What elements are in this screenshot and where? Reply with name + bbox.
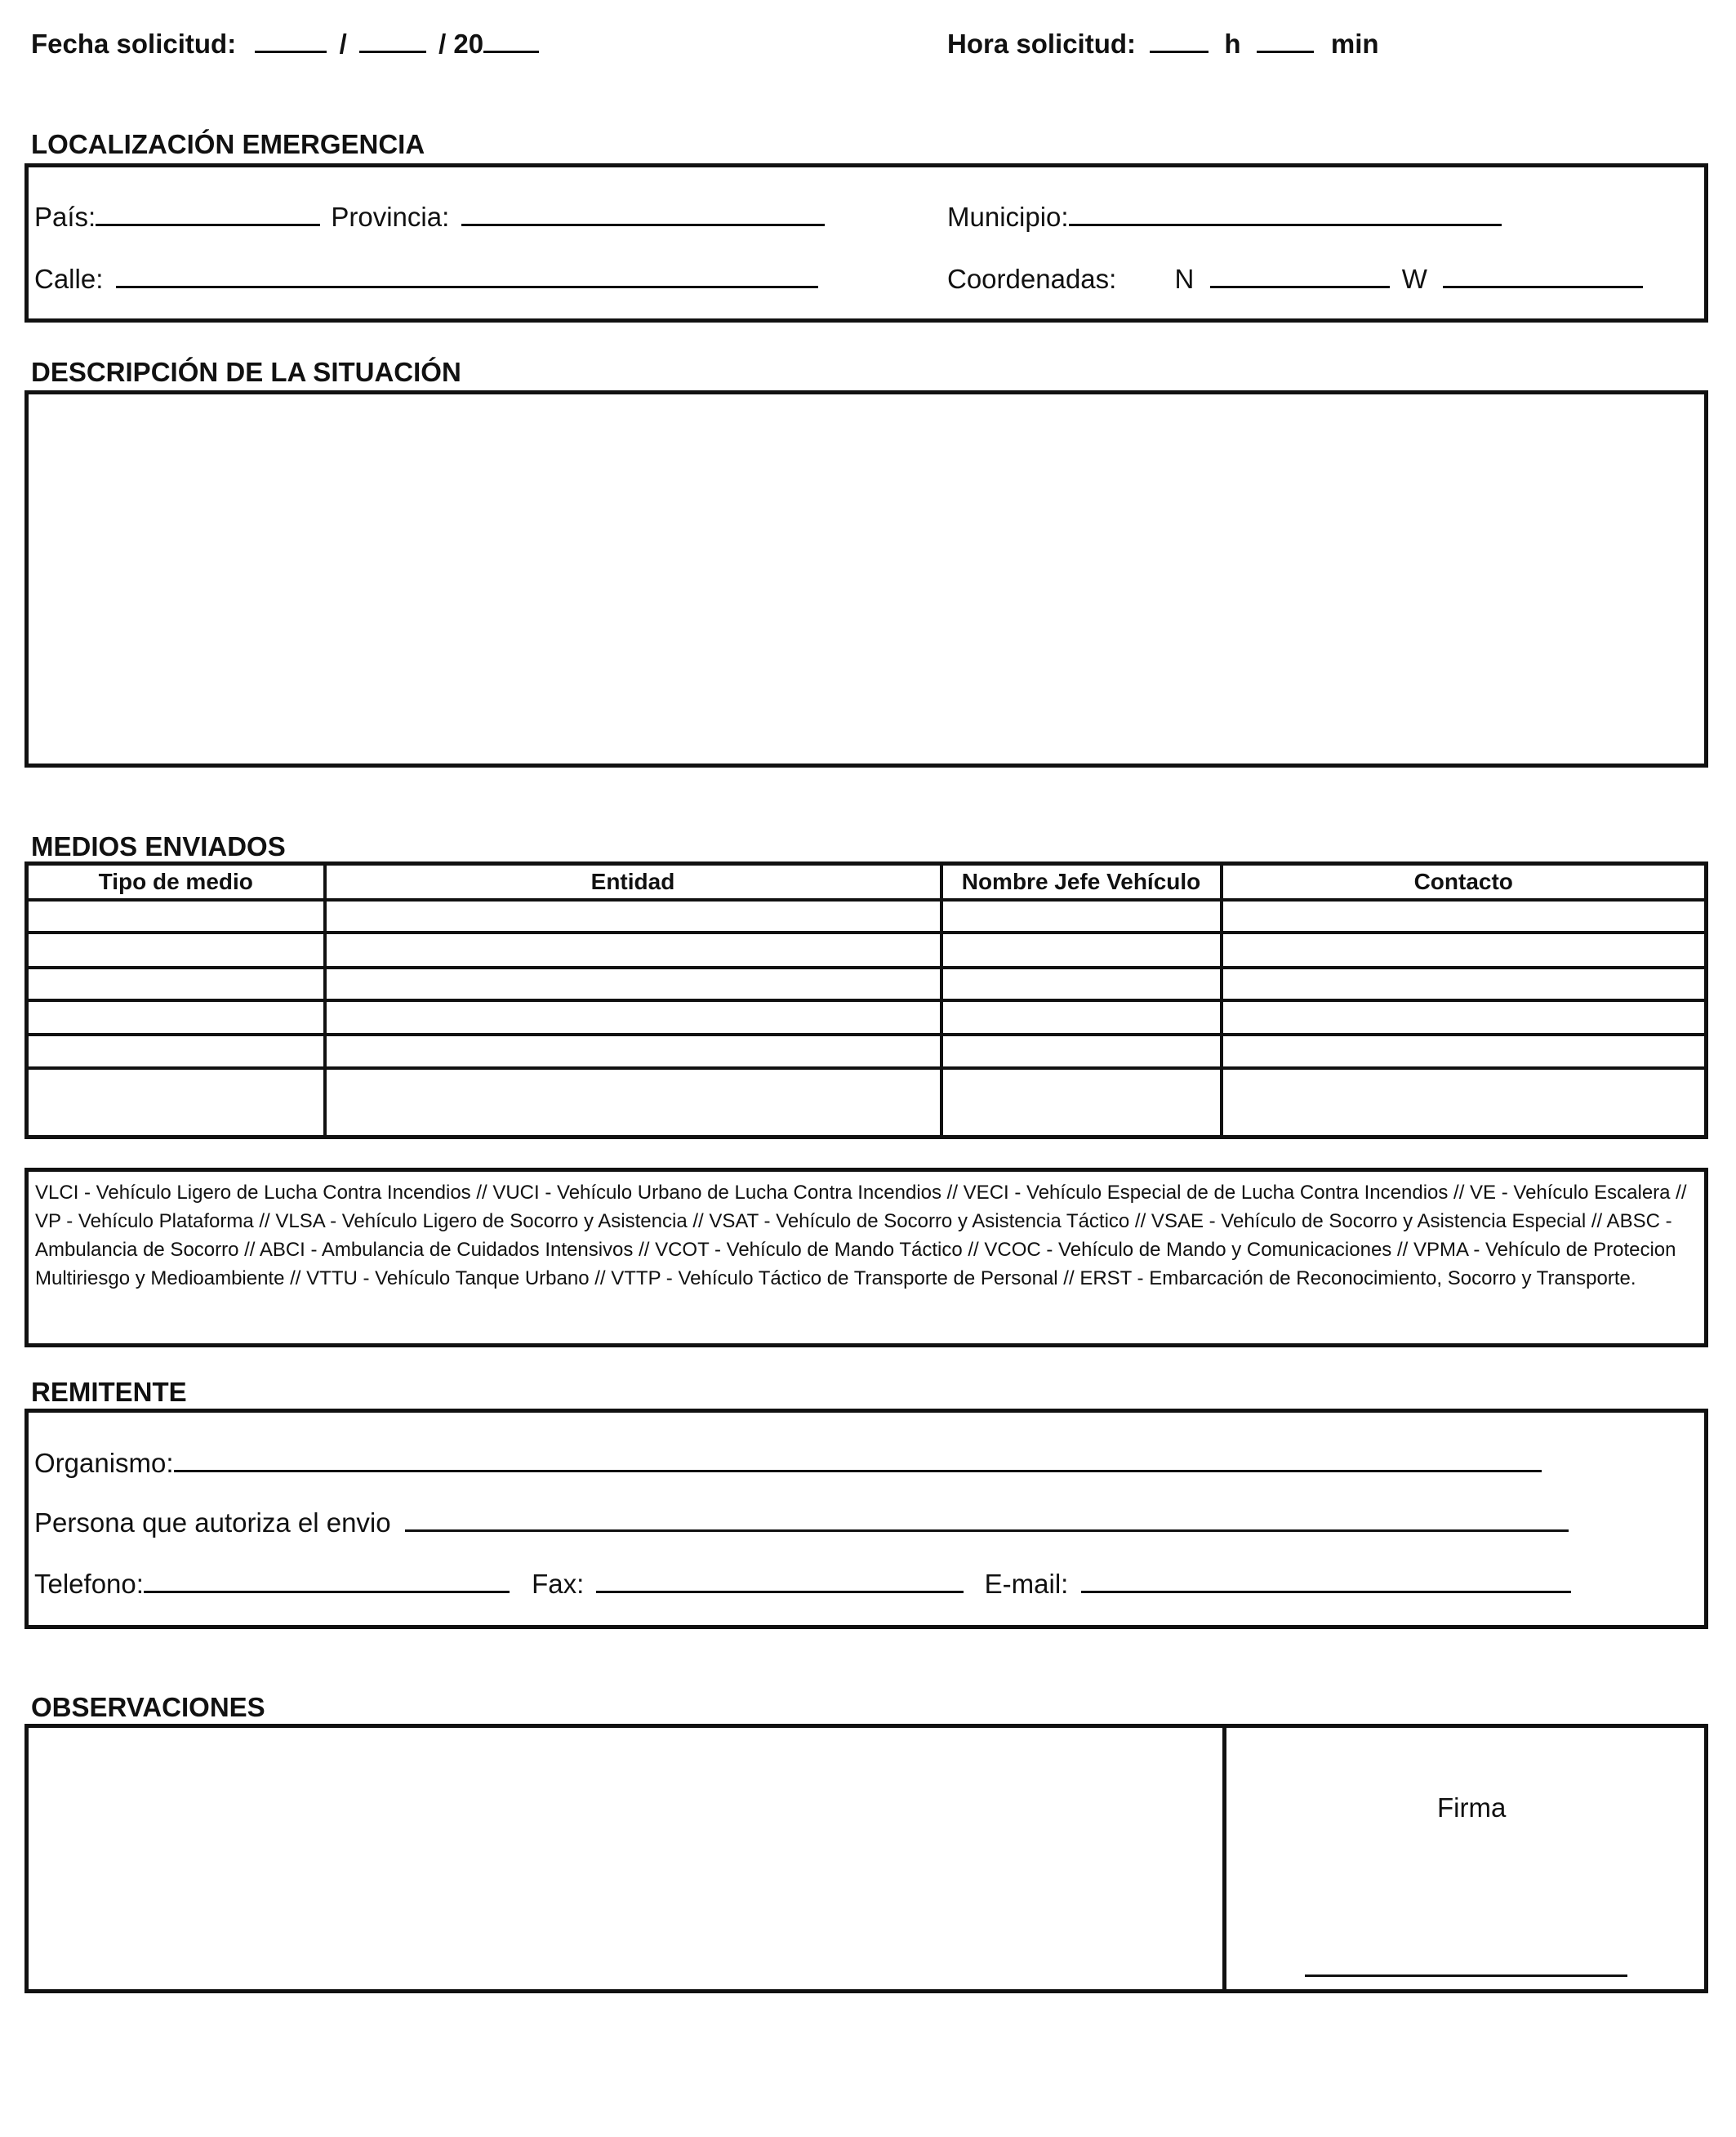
- fecha-year-field[interactable]: [483, 26, 539, 53]
- col-entidad: Entidad: [325, 864, 941, 901]
- hora-h-label: h: [1224, 29, 1241, 59]
- fecha-day-field[interactable]: [255, 26, 327, 53]
- table-row: [27, 1035, 1707, 1067]
- localizacion-box: [24, 163, 1708, 323]
- col-nombre-jefe: Nombre Jefe Vehículo: [941, 864, 1222, 901]
- coord-w-field[interactable]: [1443, 261, 1643, 288]
- table-cell[interactable]: [27, 968, 325, 1000]
- table-row: [27, 933, 1707, 967]
- table-cell[interactable]: [27, 1000, 325, 1035]
- coord-w-label: W: [1401, 264, 1427, 294]
- table-cell[interactable]: [1222, 900, 1707, 933]
- organismo-row: [34, 1445, 1542, 1479]
- table-cell[interactable]: [325, 1000, 941, 1035]
- hora-h-field[interactable]: [1150, 26, 1209, 53]
- email-label: E-mail:: [984, 1569, 1069, 1599]
- hora-label: Hora solicitud:: [947, 29, 1137, 59]
- coordenadas-label: Coordenadas:: [947, 264, 1117, 294]
- persona-field[interactable]: [405, 1505, 1569, 1532]
- organismo-field[interactable]: [174, 1445, 1542, 1472]
- fax-field[interactable]: [596, 1566, 964, 1593]
- table-cell[interactable]: [941, 968, 1222, 1000]
- col-tipo-medio: Tipo de medio: [27, 864, 325, 901]
- fecha-slash-1: /: [339, 29, 347, 59]
- observaciones-title: OBSERVACIONES: [31, 1692, 265, 1722]
- table-cell[interactable]: [1222, 933, 1707, 967]
- fax-label: Fax:: [532, 1569, 585, 1599]
- provincia-field[interactable]: [461, 199, 825, 226]
- fecha-year-prefix: / 20: [438, 29, 484, 59]
- table-cell[interactable]: [1222, 1000, 1707, 1035]
- table-cell[interactable]: [941, 933, 1222, 967]
- provincia-label: Provincia:: [331, 202, 450, 232]
- fecha-row: [31, 26, 539, 60]
- firma-signature-line[interactable]: [1305, 1974, 1627, 1977]
- persona-label: Persona que autoriza el envio: [34, 1507, 391, 1538]
- organismo-label: Organismo:: [34, 1448, 174, 1478]
- calle-label: Calle:: [34, 264, 104, 294]
- col-contacto: Contacto: [1222, 864, 1707, 901]
- table-cell[interactable]: [325, 1068, 941, 1138]
- firma-label: Firma: [1437, 1792, 1507, 1823]
- coord-n-field[interactable]: [1210, 261, 1390, 288]
- pais-field[interactable]: [96, 199, 320, 226]
- telefono-label: Telefono:: [34, 1569, 144, 1599]
- coordenadas-row: [947, 261, 1643, 295]
- email-field[interactable]: [1081, 1566, 1571, 1593]
- descripcion-title: DESCRIPCIÓN DE LA SITUACIÓN: [31, 357, 461, 387]
- coord-n-label: N: [1174, 264, 1195, 294]
- calle-field[interactable]: [116, 261, 818, 288]
- table-cell[interactable]: [27, 900, 325, 933]
- table-cell[interactable]: [27, 1035, 325, 1067]
- localizacion-title: LOCALIZACIÓN EMERGENCIA: [31, 129, 425, 159]
- table-row: [27, 968, 1707, 1000]
- table-cell[interactable]: [325, 933, 941, 967]
- medios-table: [24, 861, 1708, 1139]
- table-cell[interactable]: [325, 900, 941, 933]
- firma-box: [1222, 1724, 1708, 1993]
- fecha-label: Fecha solicitud:: [31, 29, 237, 59]
- municipio-field[interactable]: [1069, 199, 1502, 226]
- municipio-row: [947, 199, 1502, 233]
- telefono-row: [34, 1566, 1571, 1600]
- descripcion-box[interactable]: [24, 390, 1708, 768]
- table-cell[interactable]: [941, 900, 1222, 933]
- legend-box: [24, 1168, 1708, 1347]
- table-cell[interactable]: [27, 933, 325, 967]
- medios-title: MEDIOS ENVIADOS: [31, 831, 286, 861]
- table-cell[interactable]: [941, 1035, 1222, 1067]
- table-row: [27, 1000, 1707, 1035]
- table-cell[interactable]: [325, 1035, 941, 1067]
- table-row: [27, 1068, 1707, 1138]
- hora-row: [947, 26, 1379, 60]
- table-cell[interactable]: [941, 1068, 1222, 1138]
- remitente-title: REMITENTE: [31, 1377, 187, 1407]
- pais-row: [34, 199, 825, 233]
- table-cell[interactable]: [1222, 968, 1707, 1000]
- hora-min-field[interactable]: [1257, 26, 1314, 53]
- table-cell[interactable]: [1222, 1068, 1707, 1138]
- calle-row: [34, 261, 818, 295]
- fecha-month-field[interactable]: [359, 26, 426, 53]
- table-cell[interactable]: [325, 968, 941, 1000]
- table-cell[interactable]: [941, 1000, 1222, 1035]
- legend-text: VLCI - Vehículo Ligero de Lucha Contra Incendios // VUCI - Vehículo Urbano de Lucha Contra Incendios // VECI - Vehículo Especial de de Lucha Contra Incendios // VE - Vehículo Escalera // VP - Vehículo Plataforma // VLSA - Vehículo Ligero de Socorro y Asistencia // VSAT - Vehículo de Socorro y Asistencia Táctico // VSAE - Vehículo de Socorro y Asistencia Especial // ABSC - Ambulancia de Socorro // ABCI - Ambulancia de Cuidados Intensivos // VCOT - Vehículo de Mando Táctico // VCOC - Vehículo de Mando y Comunicaciones // VPMA - Vehículo de Protecion Multiriesgo y Medioambiente // VTTU - Vehículo Tanque Urbano // VTTP - Vehículo Táctico de Transporte de Personal // ERST - Embarcación de Reconocimiento, Socorro y Transporte.: [35, 1182, 1687, 1289]
- hora-min-label: min: [1330, 29, 1379, 59]
- municipio-label: Municipio:: [947, 202, 1069, 232]
- pais-label: País:: [34, 202, 96, 232]
- persona-row: [34, 1505, 1569, 1538]
- telefono-field[interactable]: [144, 1566, 510, 1593]
- observaciones-box[interactable]: [24, 1724, 1226, 1993]
- table-cell[interactable]: [1222, 1035, 1707, 1067]
- table-cell[interactable]: [27, 1068, 325, 1138]
- table-row: [27, 900, 1707, 933]
